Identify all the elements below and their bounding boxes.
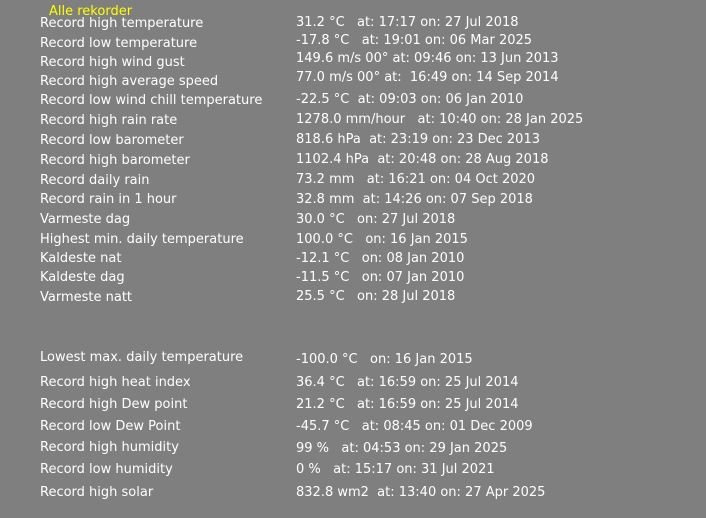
record-value-varmeste-natt: 25.5 °C on: 28 Jul 2018 <box>296 289 456 304</box>
record-value-high-barometer: 1102.4 hPa at: 20:48 on: 28 Aug 2018 <box>296 152 549 167</box>
record-value-rain-1-hour: 32.8 mm at: 14:26 on: 07 Sep 2018 <box>296 192 533 207</box>
record-value-high-dew-point: 21.2 °C at: 16:59 on: 25 Jul 2014 <box>296 397 519 412</box>
record-label-rain-1-hour: Record rain in 1 hour <box>40 192 177 207</box>
record-value-daily-rain: 73.2 mm at: 16:21 on: 04 Oct 2020 <box>296 172 536 187</box>
record-value-kaldeste-dag: -11.5 °C on: 07 Jan 2010 <box>296 270 465 285</box>
record-label-high-humidity: Record high humidity <box>40 440 179 455</box>
record-value-high-rain-rate: 1278.0 mm/hour at: 10:40 on: 28 Jan 2025 <box>296 112 584 127</box>
record-value-high-wind-gust: 149.6 m/s 00° at: 09:46 on: 13 Jun 2013 <box>296 51 559 66</box>
record-label-lowest-max-daily: Lowest max. daily temperature <box>40 350 244 365</box>
record-label-low-barometer: Record low barometer <box>40 133 184 148</box>
record-value-lowest-max-daily: -100.0 °C on: 16 Jan 2015 <box>296 352 473 367</box>
record-value-high-humidity: 99 % at: 04:53 on: 29 Jan 2025 <box>296 441 508 456</box>
record-label-low-dew-point: Record low Dew Point <box>40 419 181 434</box>
record-value-low-humidity: 0 % at: 15:17 on: 31 Jul 2021 <box>296 462 495 477</box>
record-value-low-wind-chill: -22.5 °C at: 09:03 on: 06 Jan 2010 <box>296 92 524 107</box>
record-label-high-wind-gust: Record high wind gust <box>40 55 185 70</box>
record-label-high-rain-rate: Record high rain rate <box>40 113 178 128</box>
record-label-kaldeste-dag: Kaldeste dag <box>40 270 125 285</box>
record-value-low-barometer: 818.6 hPa at: 23:19 on: 23 Dec 2013 <box>296 132 540 147</box>
record-value-highest-min-daily: 100.0 °C on: 16 Jan 2015 <box>296 232 468 247</box>
record-label-high-solar: Record high solar <box>40 485 154 500</box>
record-value-low-temperature: -17.8 °C at: 19:01 on: 06 Mar 2025 <box>296 33 533 48</box>
record-label-high-average-speed: Record high average speed <box>40 74 219 89</box>
record-label-kaldeste-nat: Kaldeste nat <box>40 251 122 266</box>
record-value-high-temperature: 31.2 °C at: 17:17 on: 27 Jul 2018 <box>296 15 519 30</box>
record-label-high-dew-point: Record high Dew point <box>40 397 188 412</box>
record-value-high-average-speed: 77.0 m/s 00° at: 16:49 on: 14 Sep 2014 <box>296 70 559 85</box>
record-value-varmeste-dag: 30.0 °C on: 27 Jul 2018 <box>296 212 456 227</box>
record-label-varmeste-dag: Varmeste dag <box>40 212 131 227</box>
record-value-low-dew-point: -45.7 °C at: 08:45 on: 01 Dec 2009 <box>296 419 533 434</box>
record-label-daily-rain: Record daily rain <box>40 173 150 188</box>
record-label-highest-min-daily: Highest min. daily temperature <box>40 232 244 247</box>
page-title: Alle rekorder <box>49 4 133 19</box>
record-label-high-temperature: Record high temperature <box>40 16 204 31</box>
record-label-low-wind-chill: Record low wind chill temperature <box>40 93 263 108</box>
record-label-low-humidity: Record low humidity <box>40 462 173 477</box>
record-label-high-heat-index: Record high heat index <box>40 375 191 390</box>
record-label-high-barometer: Record high barometer <box>40 153 190 168</box>
record-value-kaldeste-nat: -12.1 °C on: 08 Jan 2010 <box>296 251 465 266</box>
record-label-low-temperature: Record low temperature <box>40 36 198 51</box>
record-value-high-heat-index: 36.4 °C at: 16:59 on: 25 Jul 2014 <box>296 375 519 390</box>
record-label-varmeste-natt: Varmeste natt <box>40 290 133 305</box>
record-value-high-solar: 832.8 wm2 at: 13:40 on: 27 Apr 2025 <box>296 485 546 500</box>
